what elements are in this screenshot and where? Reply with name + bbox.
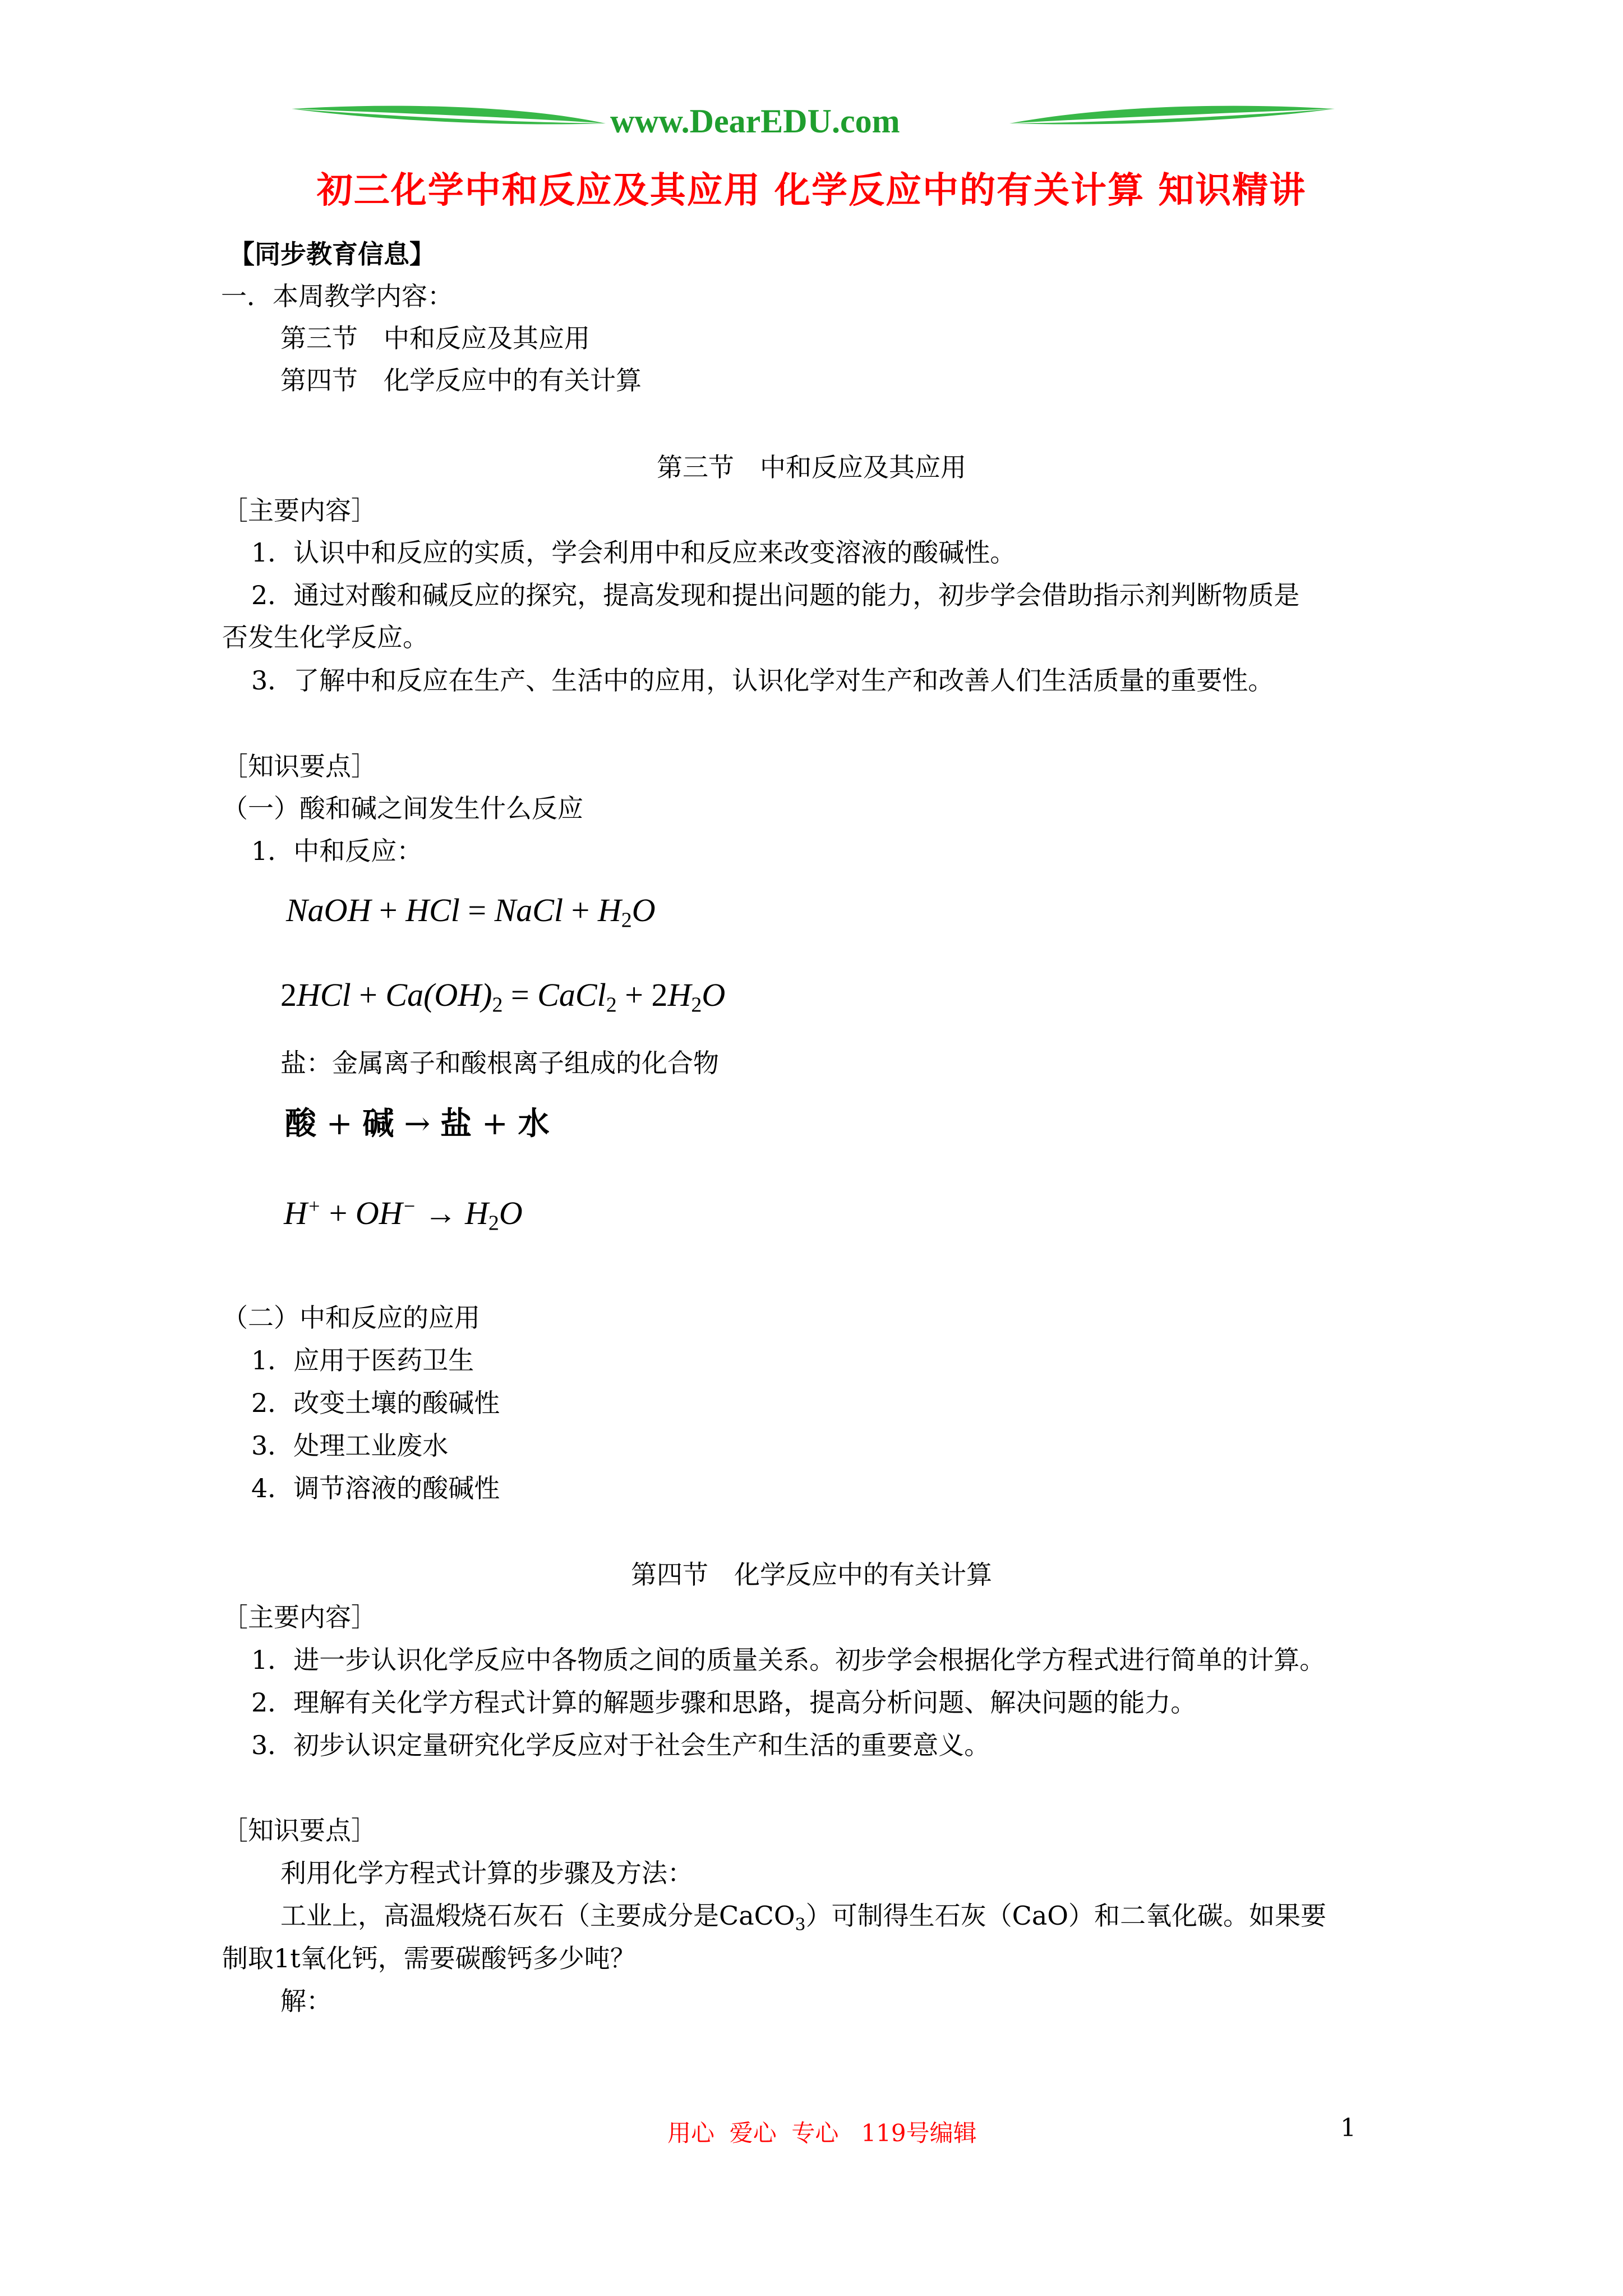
page-number: 1 [1340,2114,1356,2142]
equation-hcl-caoh2: $2HCl + Ca(OH)_2$ = CaCl$_2$ + $2H_2O$ [280,977,726,1017]
s4-main-content-heading: ［主要内容］ [222,1602,377,1632]
footer-text: 用心 爱心 专心 119号编辑 [667,2119,977,2147]
s3-knowledge-heading: ［知识要点］ [222,751,377,781]
s4-item-1: 1．进一步认识化学反应中各物质之间的质量关系。初步学会根据化学方程式进行简单的计算。 [251,1645,1326,1675]
application-item: 2．改变土壤的酸碱性 [251,1388,500,1418]
s3-item-2: 2．通过对酸和碱反应的探究，提高发现和提出问题的能力，初步学会借助指示剂判断物质是 [251,580,1300,610]
s4-knowledge-heading: ［知识要点］ [222,1815,377,1846]
s4-item-3: 3．初步认识定量研究化学反应对于社会生产和生活的重要意义。 [251,1730,990,1760]
application-item: 1．应用于医药卫生 [251,1345,474,1375]
method-line: 利用化学方程式计算的步骤及方法： [280,1858,693,1888]
weekly-content-line: 一．本周教学内容： [221,281,453,311]
s3-item-3: 3．了解中和反应在生产、生活中的应用，认识化学对生产和改善人们生活质量的重要性。 [251,665,1274,696]
problem-line-2: 制取1t氧化钙，需要碳酸钙多少吨？ [222,1943,636,1973]
s3-sub-heading-2: （二）中和反应的应用 [222,1303,480,1333]
s3-item-2-cont: 否发生化学反应。 [222,622,428,652]
problem-line-1: 工业上，高温煅烧石灰石（主要成分是CaCO$_3$）可制得生石灰（CaO）和二氧化碳。如果要 [280,1901,1326,1935]
word-equation: 酸 + 碱 → 盐 + 水 [285,1105,550,1142]
page-title: 初三化学中和反应及其应用 化学反应中的有关计算 知识精讲 [316,169,1307,211]
s3-main-content-heading: ［主要内容］ [222,495,377,526]
equation-naoh-hcl: NaOH + HCl = NaCl + $H_2O$ [286,892,656,932]
s3-item-1: 1．认识中和反应的实质，学会利用中和反应来改变溶液的酸碱性。 [251,537,1016,568]
s3-sub1-item: 1．中和反应： [251,836,423,866]
application-item: 4．调节溶液的酸碱性 [251,1473,500,1503]
solution-label: 解： [280,1986,332,2016]
salt-definition: 盐：金属离子和酸根离子组成的化合物 [280,1048,719,1078]
sync-info-heading: 【同步教育信息】 [229,239,435,269]
s4-item-2: 2．理解有关化学方程式计算的解题步骤和思路，提高分析问题、解决问题的能力。 [251,1687,1197,1718]
intro-section-4: 第四节 化学反应中的有关计算 [280,365,642,395]
section-3-title: 第三节 中和反应及其应用 [657,452,966,482]
application-item: 3．处理工业废水 [251,1430,449,1461]
site-logo-text: www.DearEDU.com [610,103,900,140]
intro-section-3: 第三节 中和反应及其应用 [280,323,590,353]
ion-equation: $H^+ + OH^- \to H_2O$ [284,1194,523,1235]
section-4-title: 第四节 化学反应中的有关计算 [631,1559,992,1590]
s3-sub-heading-1: （一）酸和碱之间发生什么反应 [222,793,583,823]
